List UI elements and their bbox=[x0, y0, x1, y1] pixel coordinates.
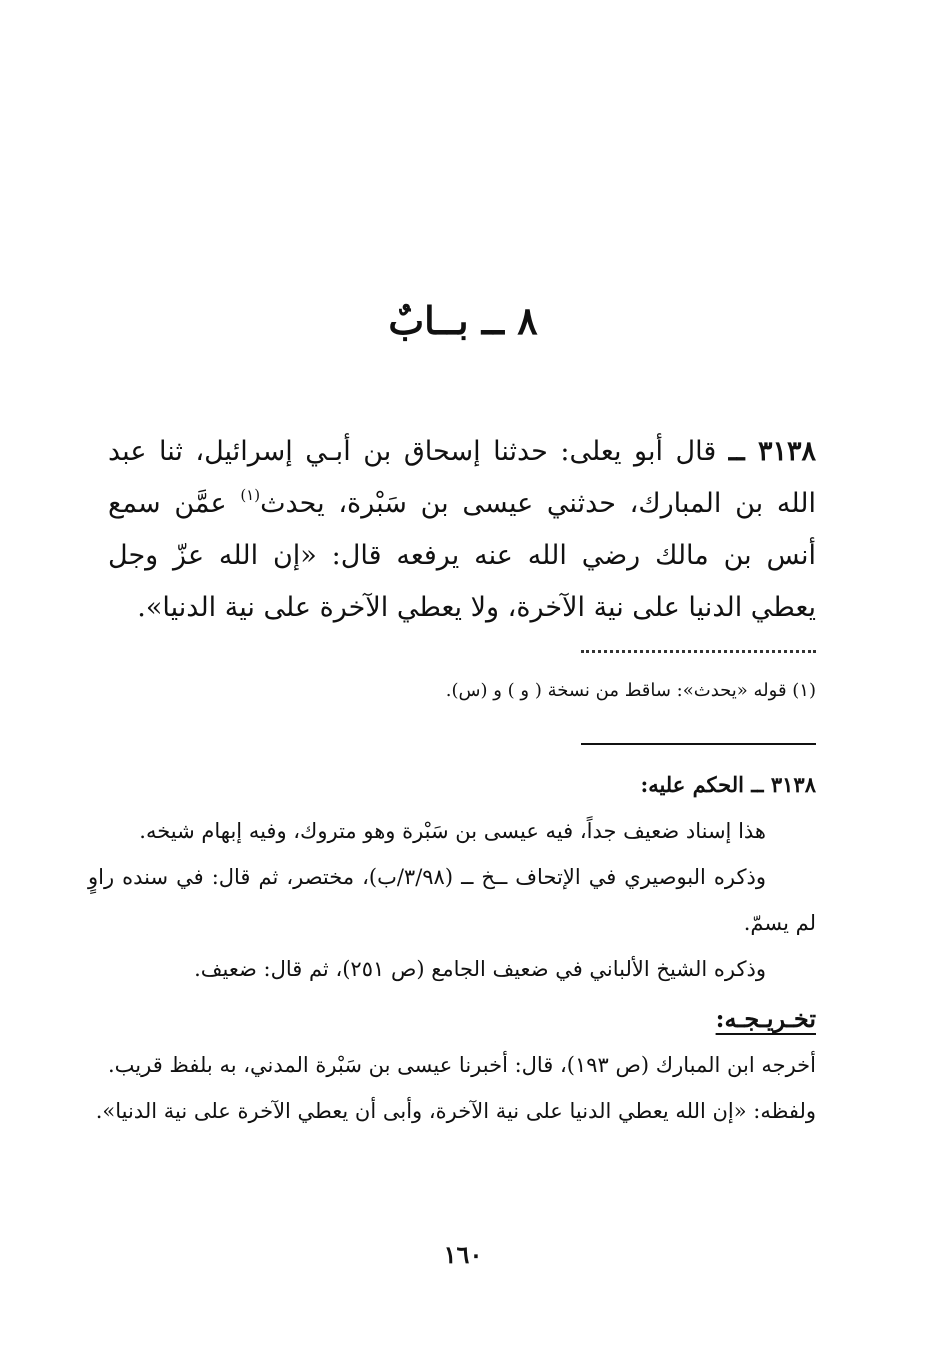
ruling-paragraph: هذا إسناد ضعيف جداً، فيه عيسى بن سَبْرة وهو متروك، وفيه إبهام شيخه. bbox=[139, 819, 766, 843]
hadith-number: ٣١٣٨ ــ bbox=[728, 436, 816, 467]
takhrij-paragraph: ولفظه: «إن الله يعطي الدنيا على نية الآخرة، وأبى أن يعطي الآخرة على نية الدنيا». bbox=[95, 1099, 816, 1123]
hadith-text-after-note: عمَّن سمع أنس بن مالك رضي الله عنه يرفعه قال: «إن الله عزّ وجل يعطي الدنيا على نية الآخرة، ولا يعطي الآخرة على نية الدنيا». bbox=[108, 488, 816, 623]
ruling-paragraph: وذكره الشيخ الألباني في ضعيف الجامع (ص ٢٥١)، ثم قال: ضعيف. bbox=[194, 957, 766, 981]
footnote-marker: (١) bbox=[240, 486, 261, 504]
takhrij-heading: تخـريـجـه: bbox=[715, 1004, 816, 1033]
ruling-heading: ٣١٣٨ ــ الحكم عليه: bbox=[640, 772, 816, 797]
footnote-divider bbox=[581, 650, 816, 653]
ruling-paragraph: وذكره البوصيري في الإتحاف ــخ ــ (٣/٩٨/ب)، مختصر، ثم قال: في سنده راوٍ لم يسمّ. bbox=[88, 865, 816, 935]
chapter-title: ٨ ــ بــابٌ bbox=[388, 298, 538, 343]
page-number: ١٦٠ bbox=[443, 1240, 483, 1269]
hadith-text-before-note: قال أبو يعلى: حدثنا إسحاق بن أبـي إسرائيل، ثنا عبد الله بن المبارك، حدثني عيسى بن سَبْرة، يحدث bbox=[108, 436, 817, 519]
commentary-divider bbox=[581, 743, 816, 745]
footnote: (١) قوله «يحدث»: ساقط من نسخة ( و ) و (س). bbox=[445, 680, 816, 701]
hadith-text bbox=[108, 426, 816, 634]
takhrij-paragraph: أخرجه ابن المبارك (ص ١٩٣)، قال: أخبرنا عيسى بن سَبْرة المدني، به بلفظ قريب. bbox=[107, 1053, 816, 1077]
commentary-section bbox=[88, 762, 816, 1134]
